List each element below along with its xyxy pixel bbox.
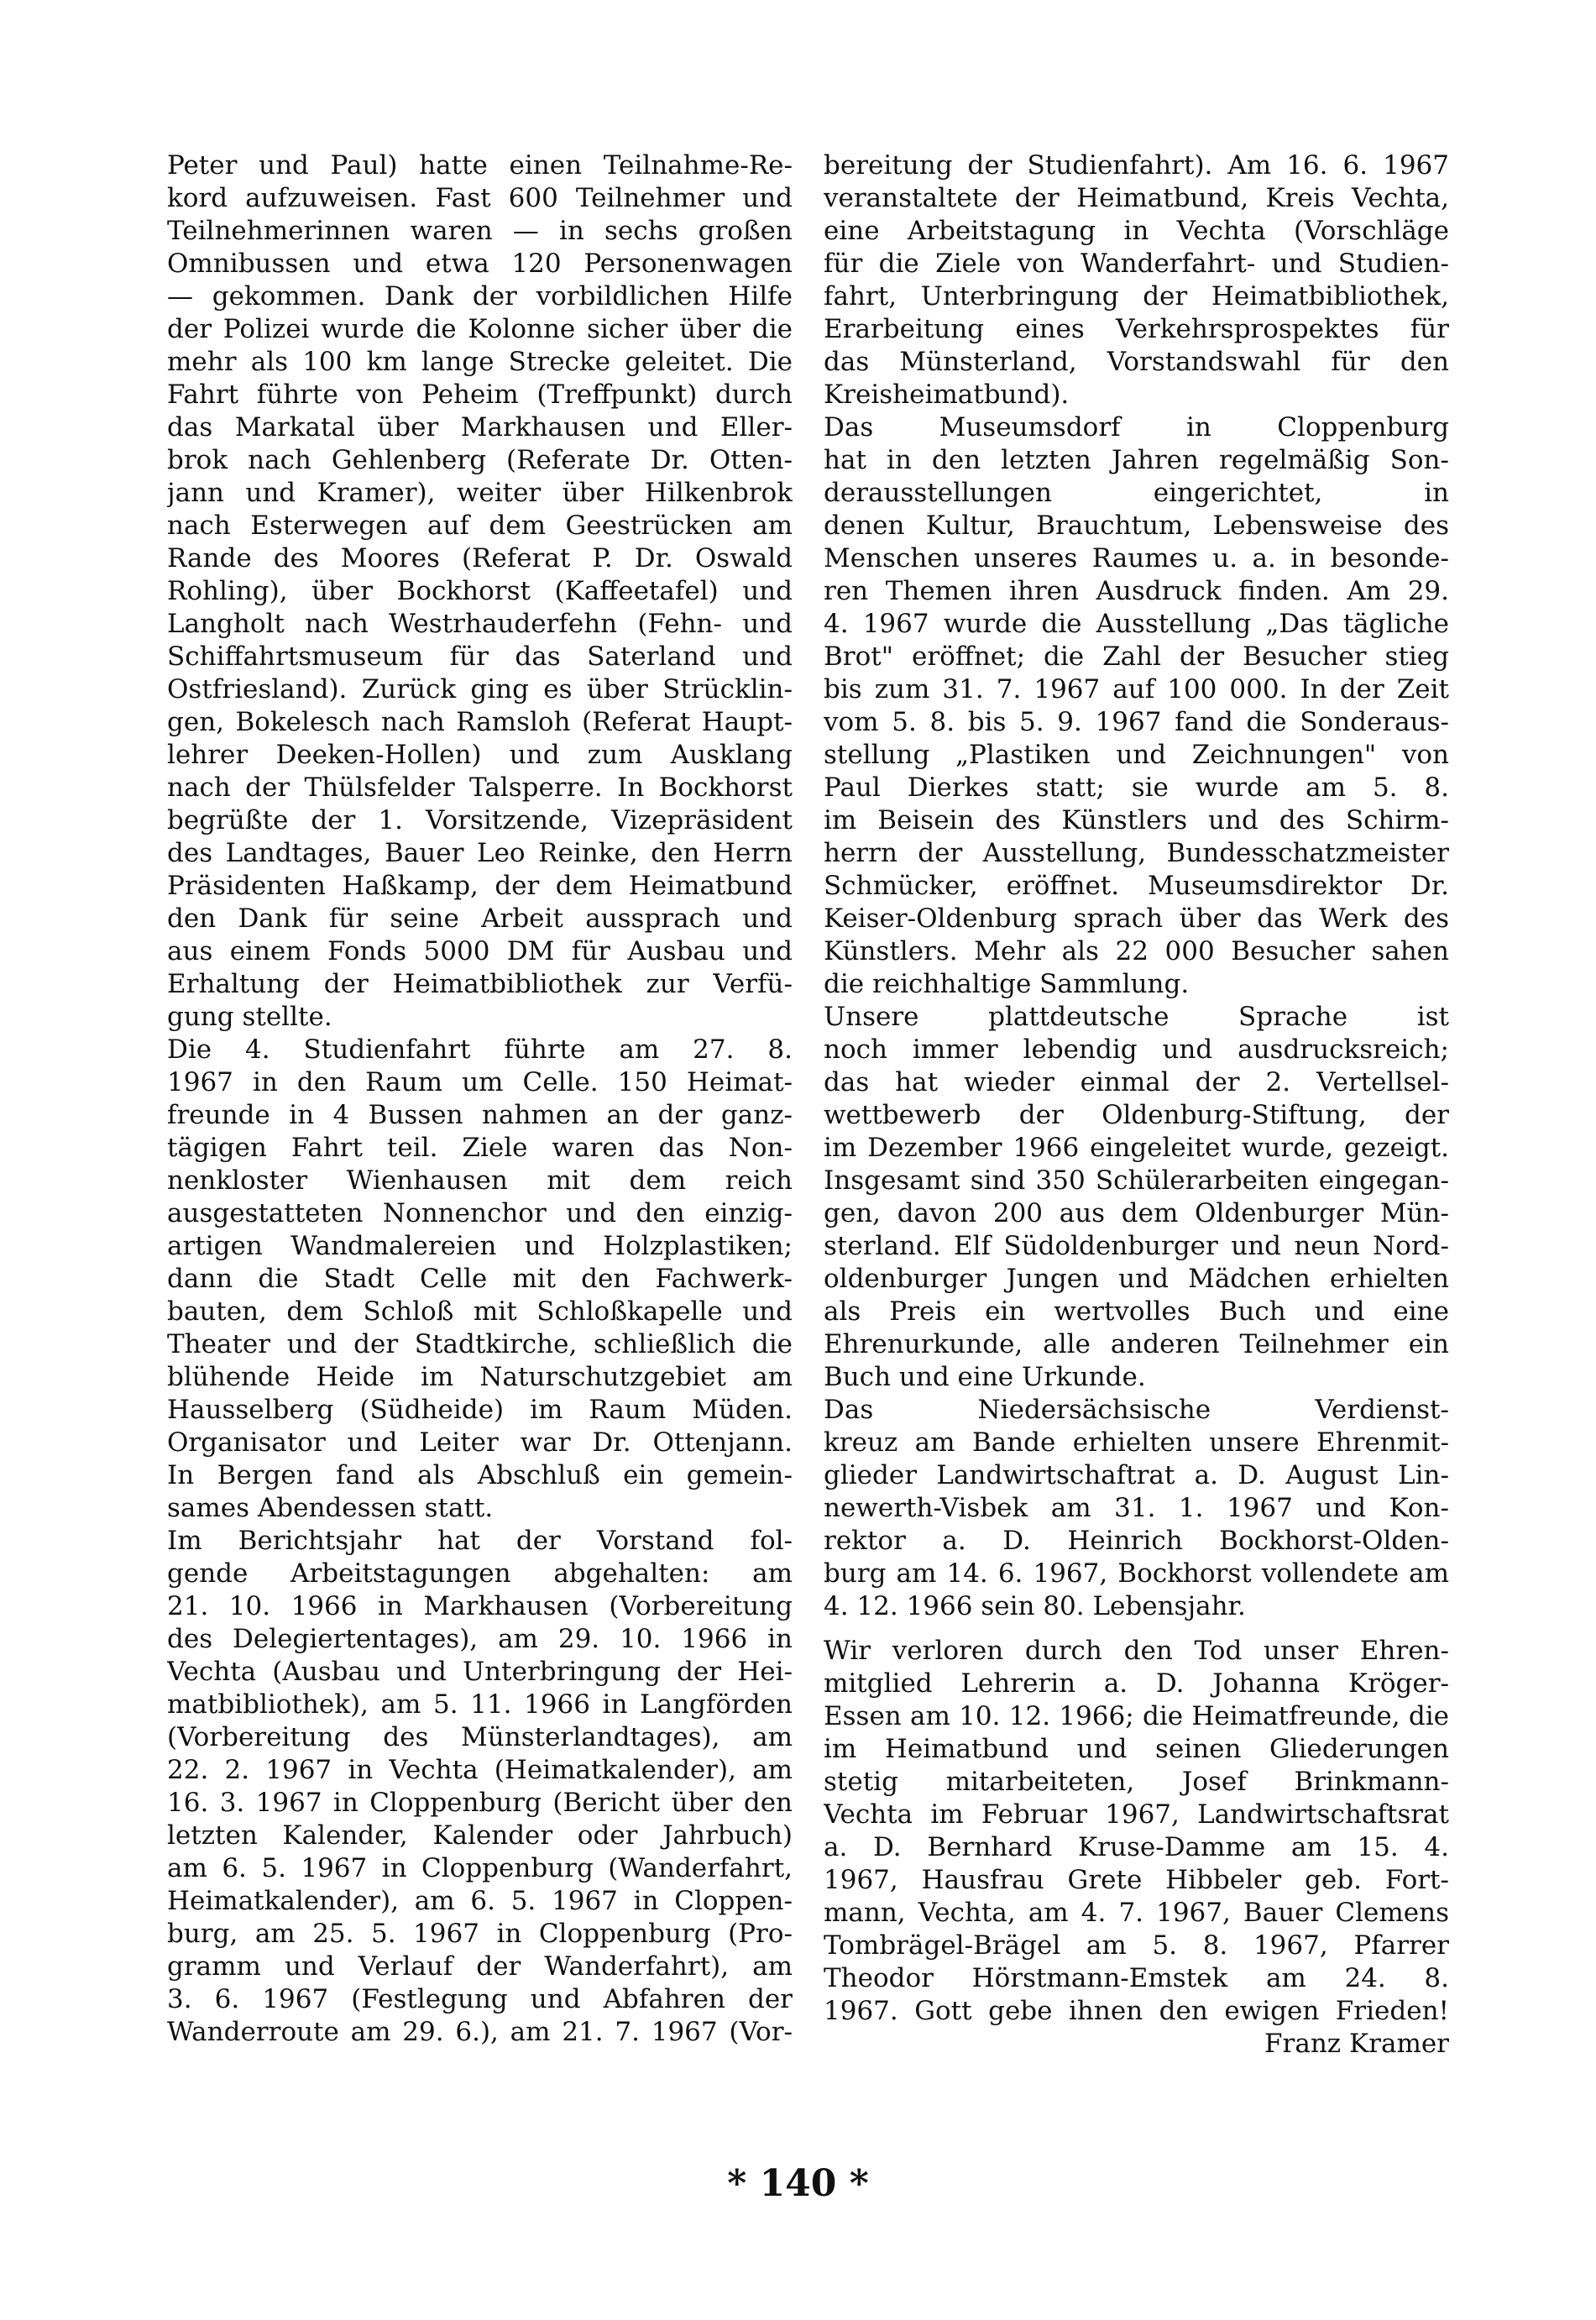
- text-line: kord aufzuweisen. Fast 600 Teilnehmer und: [167, 183, 793, 213]
- text-line: die reichhaltige Sammlung.: [824, 969, 1190, 999]
- text-line: Schmücker, eröffnet. Museumsdirektor Dr.: [824, 871, 1449, 901]
- text-line: glieder Landwirtschaftrat a. D. August Lin-: [824, 1460, 1449, 1490]
- text-line: Ostfriesland). Zurück ging es über Strücklin-: [167, 674, 793, 704]
- text-line: Teilnehmerinnen waren — in sechs großen: [167, 216, 793, 246]
- text-line: Theater und der Stadtkirche, schließlich die: [167, 1329, 793, 1359]
- text-line: am 6. 5. 1967 in Cloppenburg (Wanderfahrt,: [167, 1853, 793, 1883]
- text-line: Menschen unseres Raumes u. a. in besonde-: [824, 543, 1449, 573]
- text-line: bis zum 31. 7. 1967 auf 100 000. In der Zeit: [824, 674, 1449, 704]
- text-line: das Münsterland, Vorstandswahl für den: [824, 347, 1449, 377]
- text-line: mehr als 100 km lange Strecke geleitet. Die: [167, 347, 793, 377]
- text-line: Theodor Hörstmann-Emstek am 24. 8.: [824, 1963, 1449, 1993]
- text-line: letzten Kalender, Kalender oder Jahrbuch): [167, 1820, 793, 1851]
- text-line: kreuz am Bande erhielten unsere Ehrenmit-: [824, 1427, 1449, 1458]
- text-line: aus einem Fonds 5000 DM für Ausbau und: [167, 936, 793, 966]
- text-line: Rande des Moores (Referat P. Dr. Oswald: [167, 543, 793, 573]
- text-line: tägigen Fahrt teil. Ziele waren das Non-: [167, 1133, 793, 1163]
- text-line: fahrt, Unterbringung der Heimatbibliothek,: [824, 281, 1449, 312]
- text-line: im Beisein des Künstlers und des Schirm-: [824, 805, 1449, 835]
- text-line: Die 4. Studienfahrt führte am 27. 8.: [167, 1034, 793, 1065]
- text-line: ausgestatteten Nonnenchor und den einzig-: [167, 1198, 793, 1228]
- text-line: Schiffahrtsmuseum für das Saterland und: [167, 642, 793, 672]
- right-column: [824, 149, 1449, 2061]
- text-line: blühende Heide im Naturschutzgebiet am: [167, 1362, 793, 1392]
- text-line: Hausselberg (Südheide) im Raum Müden.: [167, 1395, 793, 1425]
- text-line: Organisator und Leiter war Dr. Ottenjann.: [167, 1427, 793, 1458]
- text-line: mann, Vechta, am 4. 7. 1967, Bauer Clemens: [824, 1898, 1449, 1928]
- paragraph-gap: [824, 1623, 1449, 1635]
- text-line: newerth-Visbek am 31. 1. 1967 und Kon-: [824, 1493, 1449, 1523]
- text-line: Unsere plattdeutsche Sprache ist: [824, 1002, 1449, 1032]
- text-line: als Preis ein wertvolles Buch und eine: [824, 1296, 1449, 1327]
- text-line: denen Kultur, Brauchtum, Lebensweise des: [824, 511, 1449, 541]
- text-line: Kreisheimatbund).: [824, 380, 1070, 410]
- text-line: 1967, Hausfrau Grete Hibbeler geb. Fort-: [824, 1865, 1449, 1895]
- text-line: artigen Wandmalereien und Holzplastiken;: [167, 1231, 793, 1261]
- text-line: stetig mitarbeiteten, Josef Brinkmann-: [824, 1767, 1449, 1797]
- text-line: herrn der Ausstellung, Bundesschatzmeister: [824, 838, 1449, 868]
- text-line: nach Esterwegen auf dem Geestrücken am: [167, 511, 793, 541]
- text-line: bauten, dem Schloß mit Schloßkapelle und: [167, 1296, 793, 1327]
- text-line: das Markatal über Markhausen und Eller-: [167, 412, 793, 443]
- text-line: noch immer lebendig und ausdrucksreich;: [824, 1034, 1449, 1065]
- text-line: brok nach Gehlenberg (Referate Dr. Otten-: [167, 445, 793, 475]
- text-line: Wir verloren durch den Tod unser Ehren-: [824, 1636, 1449, 1666]
- text-line: Rohling), über Bockhorst (Kaffeetafel) und: [167, 576, 793, 606]
- text-line: 16. 3. 1967 in Cloppenburg (Bericht über den: [167, 1788, 793, 1818]
- text-line: ren Themen ihren Ausdruck finden. Am 29.: [824, 576, 1449, 606]
- text-line: burg, am 25. 5. 1967 in Cloppenburg (Pro-: [167, 1919, 793, 1949]
- text-line: Erarbeitung eines Verkehrsprospektes für: [824, 314, 1449, 344]
- text-line: begrüßte der 1. Vorsitzende, Vizepräsident: [167, 805, 793, 835]
- text-line: Das Museumsdorf in Cloppenburg: [824, 412, 1449, 443]
- text-line: Brot" eröffnet; die Zahl der Besucher stieg: [824, 642, 1449, 672]
- text-line: 4. 1967 wurde die Ausstellung „Das tägliche: [824, 609, 1449, 639]
- text-line: des Delegiertentages), am 29. 10. 1966 in: [167, 1624, 793, 1654]
- text-line: wettbewerb der Oldenburg-Stiftung, der: [824, 1100, 1449, 1130]
- text-line: das hat wieder einmal der 2. Vertellsel-: [824, 1067, 1449, 1097]
- text-line: oldenburger Jungen und Mädchen erhielten: [824, 1264, 1449, 1294]
- text-line: lehrer Deeken-Hollen) und zum Ausklang: [167, 740, 793, 770]
- text-line: 3. 6. 1967 (Festlegung und Abfahren der: [167, 1984, 793, 2014]
- text-line: Präsidenten Haßkamp, der dem Heimatbund: [167, 871, 793, 901]
- text-line: matbibliothek), am 5. 11. 1966 in Langförden: [167, 1689, 793, 1720]
- text-line: hat in den letzten Jahren regelmäßig Son-: [824, 445, 1449, 475]
- text-line: Vechta (Ausbau und Unterbringung der Hei-: [167, 1657, 793, 1687]
- text-line: derausstellungen eingerichtet, in: [824, 478, 1449, 508]
- text-line: gung stellte.: [167, 1002, 332, 1032]
- text-line: In Bergen fand als Abschluß ein gemein-: [167, 1460, 793, 1490]
- text-line: Insgesamt sind 350 Schülerarbeiten eingegan-: [824, 1165, 1449, 1196]
- text-line: rektor a. D. Heinrich Bockhorst-Olden-: [824, 1526, 1449, 1556]
- text-line: 4. 12. 1966 sein 80. Lebensjahr.: [824, 1591, 1246, 1621]
- text-line: 1967 in den Raum um Celle. 150 Heimat-: [167, 1067, 793, 1097]
- text-line: Ehrenurkunde, alle anderen Teilnehmer ein: [824, 1329, 1449, 1359]
- text-line: den Dank für seine Arbeit aussprach und: [167, 903, 793, 934]
- text-line: Künstlers. Mehr als 22 000 Besucher sahen: [824, 936, 1449, 966]
- text-line: a. D. Bernhard Kruse-Damme am 15. 4.: [824, 1832, 1449, 1862]
- text-line: — gekommen. Dank der vorbildlichen Hilfe: [167, 281, 793, 312]
- text-line: stellung „Plastiken und Zeichnungen" von: [824, 740, 1449, 770]
- text-line: Erhaltung der Heimatbibliothek zur Verfü-: [167, 969, 793, 999]
- text-line: gramm und Verlauf der Wanderfahrt), am: [167, 1951, 793, 1982]
- text-line: 22. 2. 1967 in Vechta (Heimatkalender), am: [167, 1755, 793, 1785]
- text-line: (Vorbereitung des Münsterlandtages), am: [167, 1722, 793, 1752]
- text-line: freunde in 4 Bussen nahmen an der ganz-: [167, 1100, 793, 1130]
- text-line: Paul Dierkes statt; sie wurde am 5. 8.: [824, 772, 1449, 803]
- text-line: Tombrägel-Brägel am 5. 8. 1967, Pfarrer: [824, 1930, 1449, 1961]
- text-line: für die Ziele von Wanderfahrt- und Studien-: [824, 249, 1449, 279]
- text-line: Im Berichtsjahr hat der Vorstand fol-: [167, 1526, 793, 1556]
- text-line: Fahrt führte von Peheim (Treffpunkt) durch: [167, 380, 793, 410]
- text-line: mitglied Lehrerin a. D. Johanna Kröger-: [824, 1668, 1449, 1699]
- text-line: Das Niedersächsische Verdienst-: [824, 1395, 1449, 1425]
- text-line: Buch und eine Urkunde.: [824, 1362, 1146, 1392]
- text-line: Wanderroute am 29. 6.), am 21. 7. 1967 (Vor-: [167, 2017, 793, 2047]
- text-line: sterland. Elf Südoldenburger und neun Nord-: [824, 1231, 1449, 1261]
- text-line: Vechta im Februar 1967, Landwirtschaftsrat: [824, 1799, 1449, 1830]
- text-line: Heimatkalender), am 6. 5. 1967 in Cloppen-: [167, 1886, 793, 1916]
- text-line: burg am 14. 6. 1967, Bockhorst vollendete am: [824, 1558, 1449, 1589]
- left-column: [167, 149, 793, 2049]
- author-signature: Franz Kramer: [1264, 2029, 1449, 2059]
- text-line: Langholt nach Westrhauderfehn (Fehn- und: [167, 609, 793, 639]
- text-line: 21. 10. 1966 in Markhausen (Vorbereitung: [167, 1591, 793, 1621]
- text-line: gende Arbeitstagungen abgehalten: am: [167, 1558, 793, 1589]
- text-line: gen, davon 200 aus dem Oldenburger Mün-: [824, 1198, 1449, 1228]
- text-line: vom 5. 8. bis 5. 9. 1967 fand die Sonderaus-: [824, 707, 1449, 737]
- text-line: des Landtages, Bauer Leo Reinke, den Herrn: [167, 838, 793, 868]
- page-number: * 140 *: [727, 2162, 869, 2205]
- text-line: nach der Thülsfelder Talsperre. In Bockhorst: [167, 772, 793, 803]
- text-line: Essen am 10. 12. 1966; die Heimatfreunde, die: [824, 1701, 1449, 1731]
- text-line: Keiser-Oldenburg sprach über das Werk des: [824, 903, 1449, 934]
- text-line: der Polizei wurde die Kolonne sicher über die: [167, 314, 793, 344]
- text-line: 1967. Gott gebe ihnen den ewigen Frieden!: [824, 1996, 1449, 2026]
- text-line: bereitung der Studienfahrt). Am 16. 6. 1967: [824, 150, 1449, 181]
- text-line: im Dezember 1966 eingeleitet wurde, gezeigt.: [824, 1133, 1449, 1163]
- text-line: sames Abendessen statt.: [167, 1493, 494, 1523]
- text-line: Peter und Paul) hatte einen Teilnahme-Re-: [167, 150, 793, 181]
- text-line: eine Arbeitstagung in Vechta (Vorschläge: [824, 216, 1449, 246]
- text-line: im Heimatbund und seinen Gliederungen: [824, 1734, 1449, 1764]
- text-line: jann und Kramer), weiter über Hilkenbrok: [167, 478, 793, 508]
- text-line: dann die Stadt Celle mit den Fachwerk-: [167, 1264, 793, 1294]
- text-line: veranstaltete der Heimatbund, Kreis Vechta,: [824, 183, 1449, 213]
- text-line: Omnibussen und etwa 120 Personenwagen: [167, 249, 793, 279]
- text-line: nenkloster Wienhausen mit dem reich: [167, 1165, 793, 1196]
- text-line: gen, Bokelesch nach Ramsloh (Referat Haupt-: [167, 707, 793, 737]
